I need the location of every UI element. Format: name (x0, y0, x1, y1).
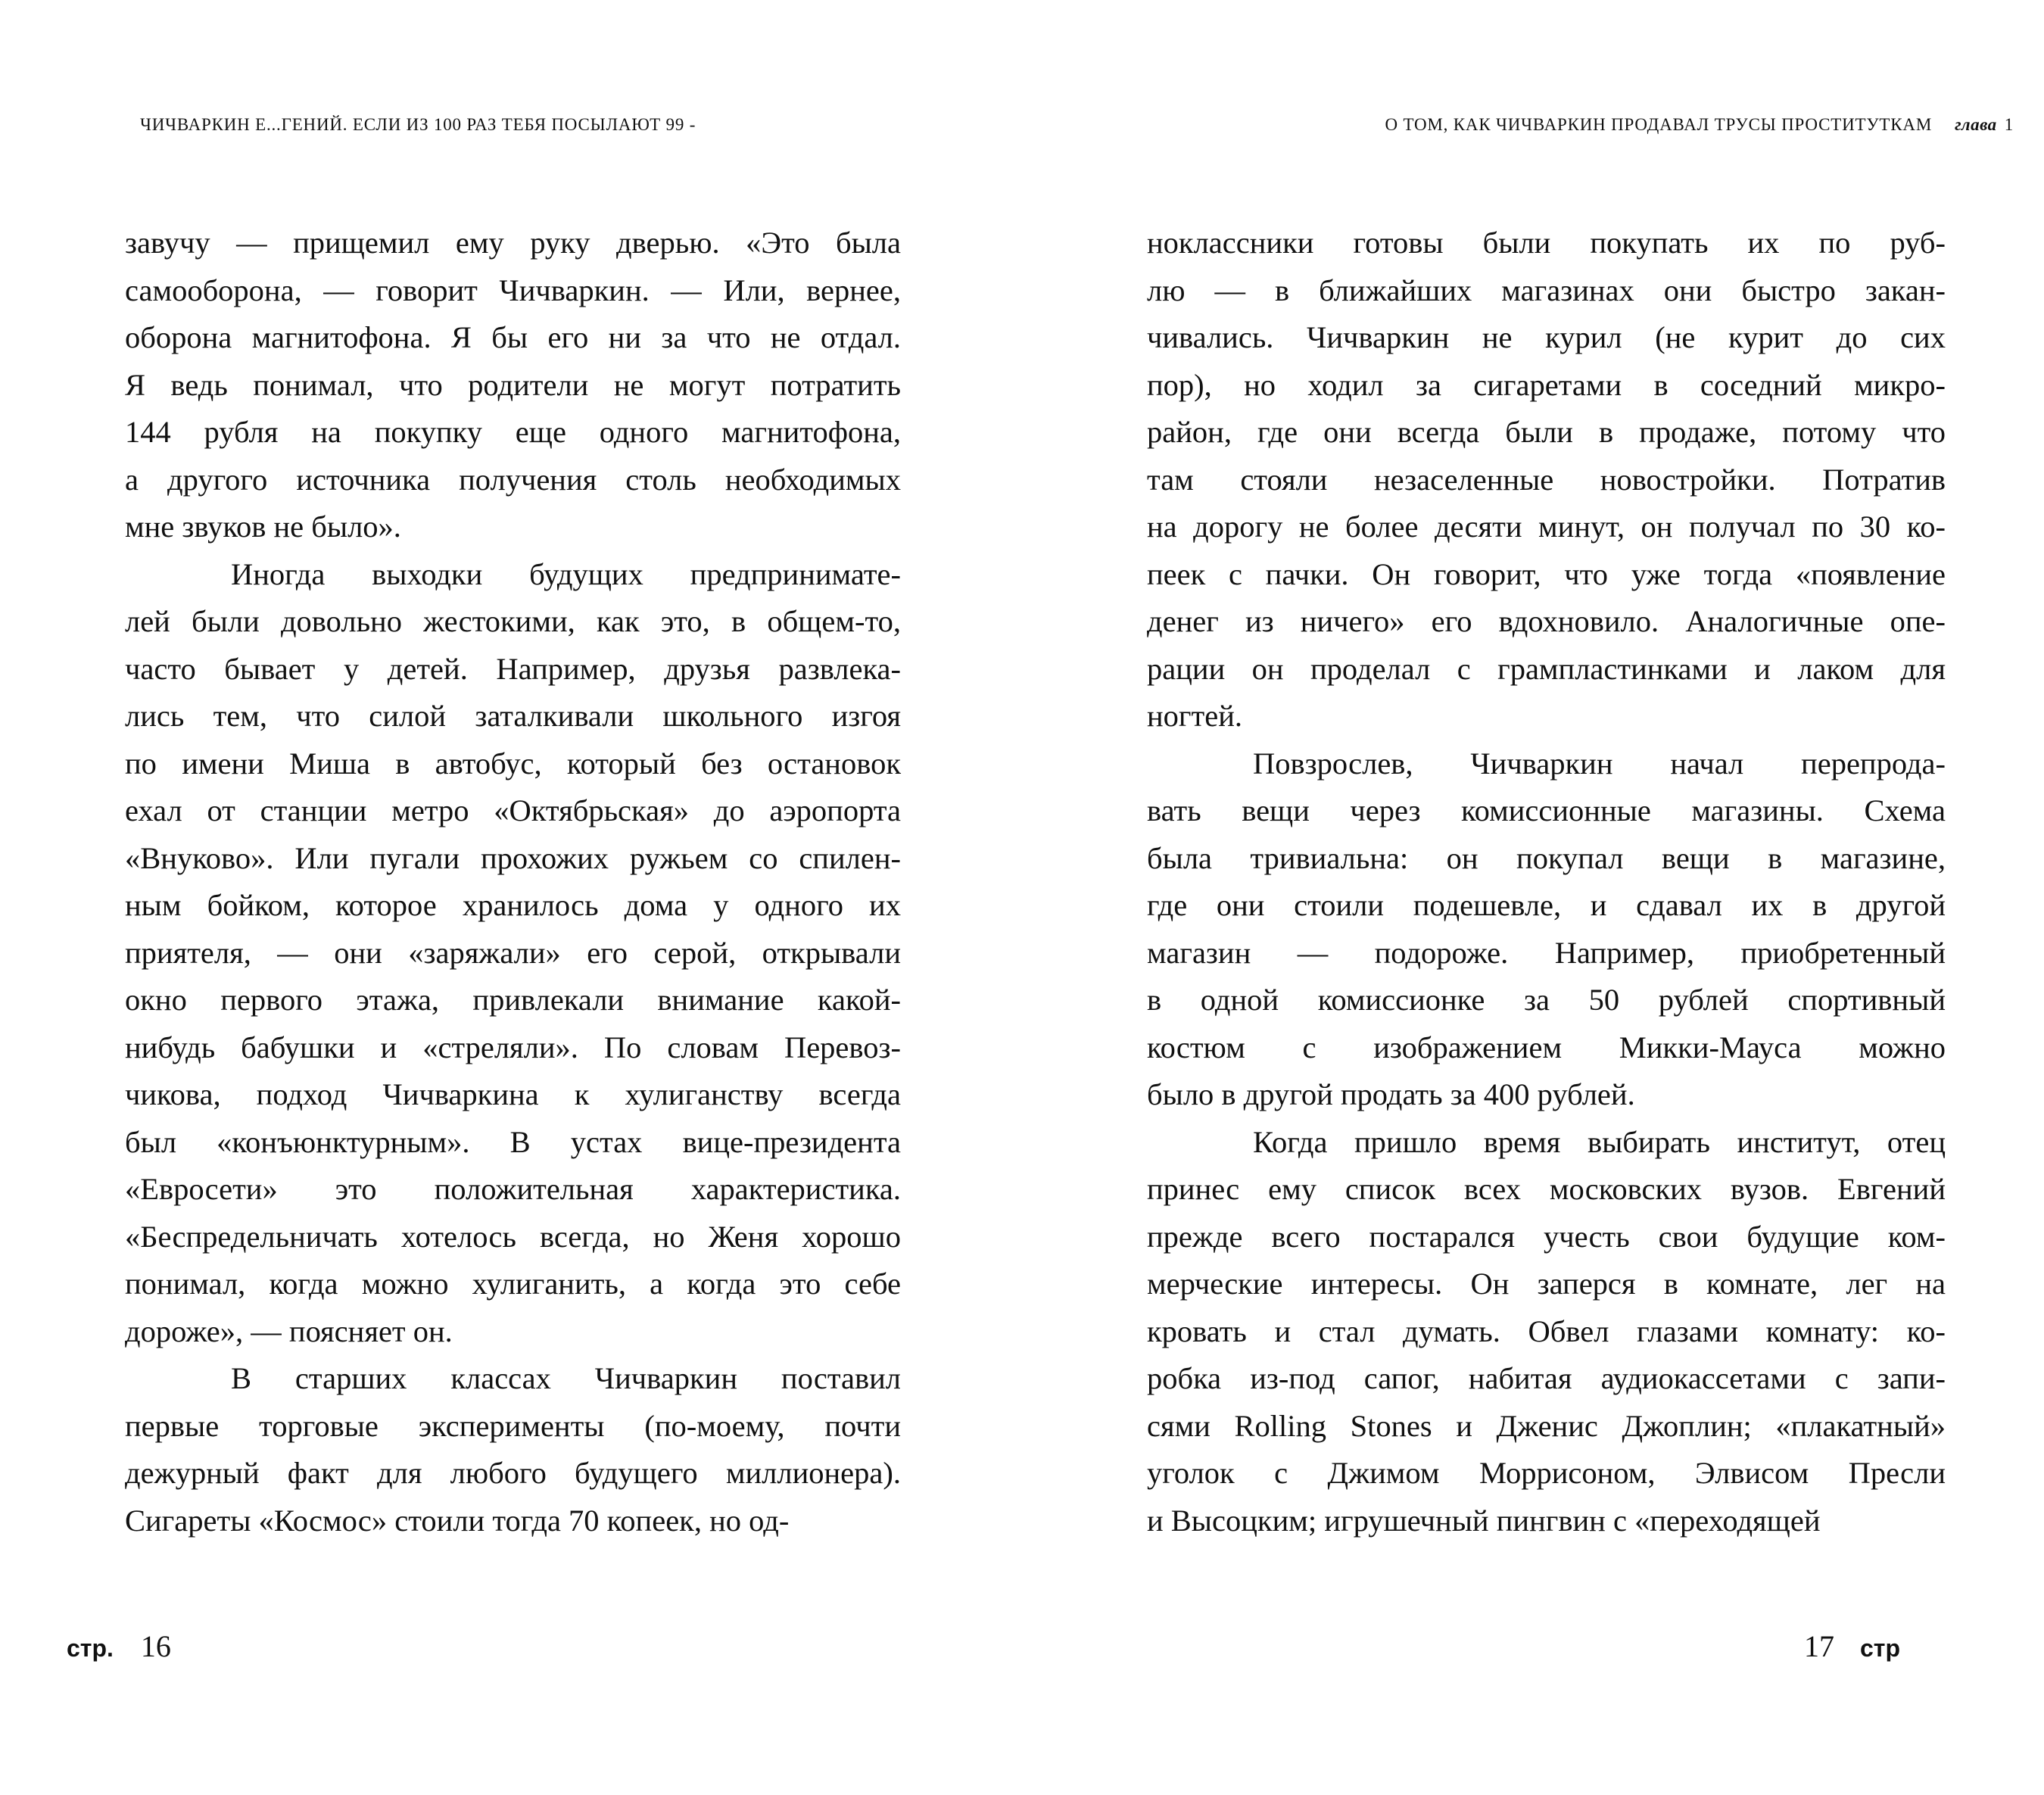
text-line: на дорогу не более десяти минут, он получал по 30 ко- (1147, 510, 1946, 544)
text-line: прежде всего постарался учесть свои будущие ком- (1147, 1219, 1946, 1254)
text-line: дороже», — поясняет он. (125, 1314, 453, 1348)
paragraph (1147, 1119, 1946, 1545)
left-running-head-text: ЧИЧВАРКИН Е...ГЕНИЙ. ЕСЛИ ИЗ 100 РАЗ ТЕБЯ ПОСЫЛАЮТ 99 - (140, 115, 696, 134)
text-line: робка из-под сапог, набитая аудиокассетами с запи- (1147, 1361, 1946, 1395)
text-line: дежурный факт для любого будущего миллионера). (125, 1456, 901, 1490)
right-running-head-text: О ТОМ, КАК ЧИЧВАРКИН ПРОДАВАЛ ТРУСЫ ПРОСТИТУТКАМ (1385, 115, 1933, 134)
right-body-text (1147, 220, 1946, 1544)
text-line: Сигареты «Космос» стоили тогда 70 копеек, но од- (125, 1503, 790, 1538)
text-line: «Внуково». Или пугали прохожих ружьем со спилен- (125, 840, 901, 875)
right-folio (1804, 1628, 1900, 1672)
text-line: В старших классах Чичваркин поставил (231, 1361, 901, 1395)
text-line: пор), но ходил за сигаретами в соседний микро- (1147, 367, 1946, 402)
right-page (1022, 0, 2044, 1795)
text-line: приятеля, — они «заряжали» его серой, открывали (125, 935, 901, 970)
text-line: денег из ничего» его вдохновило. Аналогичные опе- (1147, 604, 1946, 638)
text-line: мне звуков не было». (125, 510, 401, 544)
right-running-head (1385, 114, 2014, 136)
text-line: часто бывает у детей. Например, друзья развлека- (125, 651, 901, 686)
text-line: была тривиальна: он покупал вещи в магазине, (1147, 840, 1946, 875)
text-line: район, где они всегда были в продаже, потому что (1147, 415, 1946, 449)
text-line: там стояли незаселенные новостройки. Потратив (1147, 462, 1946, 497)
paragraph (1147, 740, 1946, 1119)
chapter-word: глава (1955, 115, 1997, 134)
text-line: Повзрослев, Чичваркин начал перепрода- (1253, 746, 1946, 781)
text-line: лись тем, что силой заталкивали школьного изгоя (125, 699, 901, 733)
paragraph (125, 220, 901, 551)
text-line: и Высоцким; игрушечный пингвин с «переходящей (1147, 1503, 1821, 1538)
paragraph (125, 1355, 901, 1544)
text-line: окно первого этажа, привлекали внимание какой- (125, 983, 901, 1017)
text-line: чикова, подход Чичваркина к хулиганству всегда (125, 1077, 901, 1111)
text-line: нибудь бабушки и «стреляли». По словам Перевоз- (125, 1030, 901, 1064)
text-line: принес ему список всех московских вузов. Евгений (1147, 1172, 1946, 1206)
text-line: понимал, когда можно хулиганить, а когда это себе (125, 1267, 901, 1301)
text-line: магазин — подороже. Например, приобретенный (1147, 935, 1946, 970)
left-folio (67, 1628, 171, 1672)
text-line: рации он проделал с грампластинками и лаком для (1147, 651, 1946, 686)
paragraph (125, 551, 901, 1356)
text-line: 144 рубля на покупку еще одного магнитофона, (125, 415, 901, 449)
text-line: ехал от станции метро «Октябрьская» до аэропорта (125, 793, 901, 827)
text-line: оборона магнитофона. Я бы его ни за что не отдал. (125, 320, 901, 354)
text-line: «Беспредельничать хотелось всегда, но Женя хорошо (125, 1219, 901, 1254)
text-line: ногтей. (1147, 699, 1243, 733)
left-running-head (140, 114, 696, 136)
text-line: вать вещи через комиссионные магазины. Схема (1147, 793, 1946, 827)
right-page-number: 17 (1803, 1629, 1834, 1663)
text-line: чивались. Чичваркин не курил (не курит до сих (1147, 320, 1946, 354)
left-body-text (125, 220, 901, 1544)
text-line: ным бойком, которое хранилось дома у одного их (125, 888, 901, 922)
text-line: Когда пришло время выбирать институт, отец (1253, 1124, 1946, 1159)
left-folio-label: стр. (67, 1635, 114, 1662)
text-line: пеек с пачки. Он говорит, что уже тогда «появление (1147, 556, 1946, 591)
text-line: Иногда выходки будущих предпринимате- (231, 556, 901, 591)
text-line: было в другой продать за 400 рублей. (1147, 1077, 1635, 1111)
text-line: где они стоили подешевле, и сдавал их в другой (1147, 888, 1946, 922)
text-line: костюм с изображением Микки-Мауса можно (1147, 1030, 1946, 1064)
text-line: был «конъюнктурным». В устах вице-президента (125, 1124, 901, 1159)
left-page-number: 16 (140, 1629, 171, 1663)
text-line: а другого источника получения столь необходимых (125, 462, 901, 497)
paragraph (1147, 220, 1946, 740)
text-line: в одной комиссионке за 50 рублей спортивный (1147, 983, 1946, 1017)
text-line: мерческие интересы. Он заперся в комнате, лег на (1147, 1267, 1946, 1301)
text-line: Я ведь понимал, что родители не могут потратить (125, 367, 901, 402)
text-line: самооборона, — говорит Чичваркин. — Или, вернее, (125, 273, 901, 307)
text-line: уголок с Джимом Моррисоном, Элвисом Пресли (1147, 1456, 1946, 1490)
text-line: лей были довольно жестокими, как это, в общем-то, (125, 604, 901, 638)
text-line: первые торговые эксперименты (по-моему, почти (125, 1408, 901, 1443)
chapter-number: 1 (2004, 115, 2014, 134)
text-line: сями Rolling Stones и Дженис Джоплин; «плакатный» (1147, 1408, 1946, 1443)
right-folio-label: стр (1859, 1635, 1900, 1662)
text-line: по имени Миша в автобус, который без остановок (125, 746, 901, 781)
text-line: ноклассники готовы были покупать их по руб- (1147, 226, 1946, 260)
text-line: завучу — прищемил ему руку дверью. «Это была (125, 226, 901, 260)
text-line: «Евросети» это положительная характеристика. (125, 1172, 901, 1206)
text-line: лю — в ближайших магазинах они быстро закан- (1147, 273, 1946, 307)
text-line: кровать и стал думать. Обвел глазами комнату: ко- (1147, 1314, 1946, 1348)
